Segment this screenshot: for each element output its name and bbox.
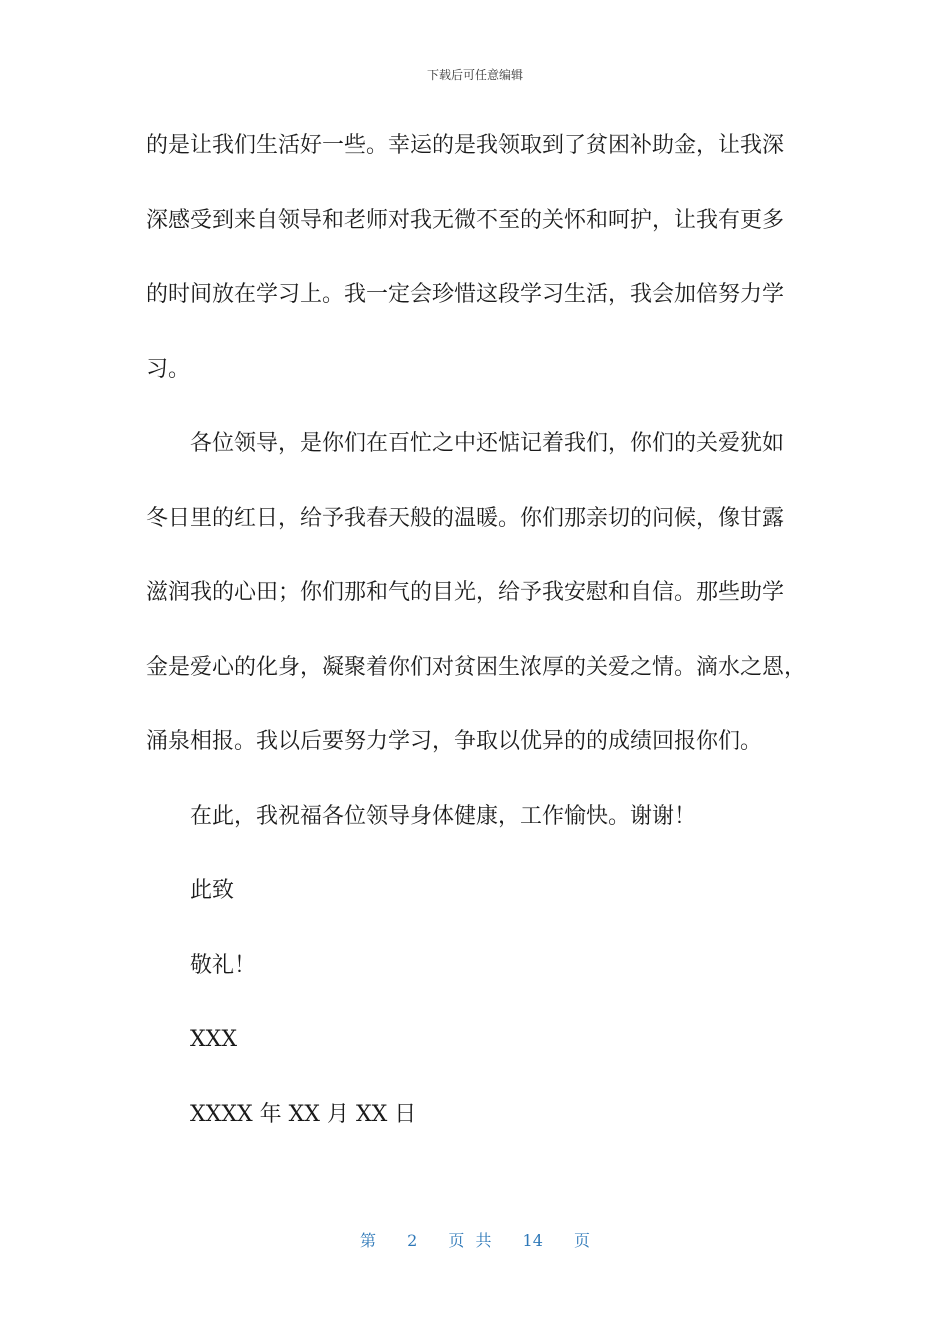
text-line: 的时间放在学习上。我一定会珍惜这段学习生活，我会加倍努力学: [146, 282, 785, 307]
text-line: 滋润我的心田；你们那和气的目光，给予我安慰和自信。那些助学: [146, 580, 785, 605]
text-line: 深感受到来自领导和老师对我无微不至的关怀和呵护，让我有更多: [146, 207, 785, 233]
text-line: 金是爱心的化身，凝聚着你们对贫困生浓厚的关爱之情。滴水之恩，: [146, 654, 807, 680]
current-page-number: 2: [407, 1231, 418, 1250]
page-prefix: 第: [359, 1231, 376, 1250]
closing-regards: 敬礼！: [190, 952, 257, 978]
page-mid: 页 共: [448, 1231, 492, 1250]
closing-salutation: 此致: [190, 878, 235, 903]
total-pages-number: 14: [522, 1231, 543, 1250]
header-note: 下载后可任意编辑: [426, 68, 523, 82]
document-body: [146, 128, 816, 1171]
text-line: 各位领导，是你们在百忙之中还惦记着我们，你们的关爱犹如: [190, 431, 785, 456]
page-footer: [0, 1228, 950, 1251]
text-line: 习。: [146, 356, 191, 382]
text-line: 涌泉相报。我以后要努力学习，争取以优异的的成绩回报你们。: [146, 729, 763, 754]
page-suffix: 页: [574, 1231, 591, 1250]
signature-date: XXXX 年 XX 月 XX 日: [190, 1101, 417, 1127]
signature-name: XXX: [190, 1027, 237, 1052]
text-line: 在此，我祝福各位领导身体健康，工作愉快。谢谢！: [190, 803, 697, 829]
text-line: 的是让我们生活好一些。幸运的是我领取到了贫困补助金，让我深: [146, 133, 785, 158]
text-line: 冬日里的红日，给予我春天般的温暖。你们那亲切的问候，像甘露: [146, 505, 785, 531]
